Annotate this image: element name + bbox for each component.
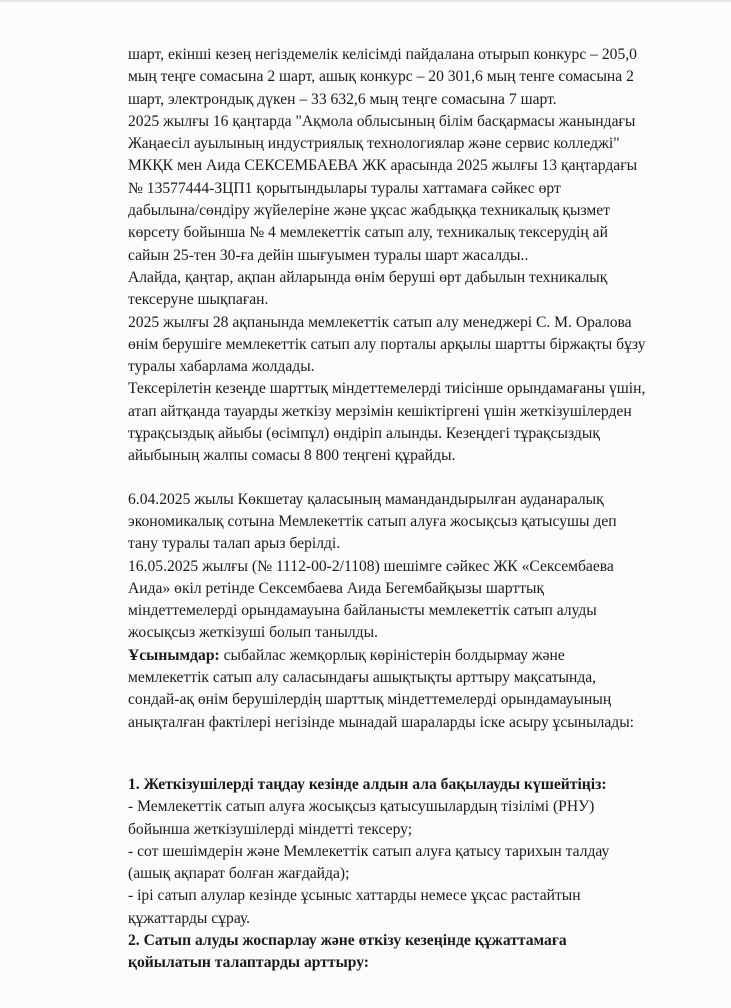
recommendations-text: сыбайлас жемқорлық көріністерін болдырмау және xyxy=(219,646,565,664)
document-body xyxy=(128,44,688,975)
paragraph-court-decision xyxy=(128,556,688,645)
text-line: Жаңаесіл ауылының индустриялық технологиялар және сервис колледжі" xyxy=(128,135,620,153)
list-item: (ашық ақпарат болған жағдайда); xyxy=(128,865,350,883)
paragraph-recommendations xyxy=(128,645,688,734)
list-item: - ірі сатып алулар кезінде ұсыныс хаттарды немесе ұқсас растайтын xyxy=(128,887,581,905)
list-item: - Мемлекеттік сатып алуға жосықсыз қатысушылардың тізілімі (РНУ) xyxy=(128,798,595,816)
list-item: бойынша жеткізушілерді міндетті тексеру; xyxy=(128,820,413,838)
text-line: тексеруне шықпаған. xyxy=(128,291,269,309)
scan-top-edge xyxy=(0,0,731,2)
text-line: көрсету бойынша № 4 мемлекеттік сатып алу, техникалық тексерудің ай xyxy=(128,224,608,242)
text-line: Тексерілетін кезеңде шарттық міндеттемелерді тиісінше орындамағаны үшін, xyxy=(128,380,646,398)
text-line xyxy=(128,930,688,952)
text-line: өнім берушіге мемлекеттік сатып алу порталы арқылы шартты біржақты бұзу xyxy=(128,335,646,353)
text-line: МКҚК мен Аида СЕКСЕМБАЕВА ЖК арасында 2025 жылғы 13 қаңтардағы xyxy=(128,157,638,175)
text-line: мемлекеттік сатып алу саласындағы ашықтықты арттыру мақсатында, xyxy=(128,669,597,687)
text-line: № 13577444-ЗЦП1 қорытындылары туралы хаттамаға сәйкес өрт xyxy=(128,179,561,197)
paragraph-penalty xyxy=(128,378,688,467)
text-line: 2025 жылғы 28 ақпанында мемлекеттік сатып алу менеджері С. М. Оралова xyxy=(128,313,632,331)
text-line: 6.04.2025 жылы Көкшетау қаласының мамандандырылған ауданаралық xyxy=(128,490,604,508)
section-heading-2-text: қойылатын талаптарды арттыру: xyxy=(128,954,369,972)
text-line: жосықсыз жеткізуші болып танылды. xyxy=(128,624,378,642)
text-line: туралы хабарлама жолдады. xyxy=(128,358,315,376)
text-line xyxy=(128,952,688,974)
paragraph-gap xyxy=(128,734,688,774)
text-line: экономикалық сотына Мемлекеттік сатып алуға жосықсыз қатысушы деп xyxy=(128,512,617,530)
text-line: Аида» өкіл ретінде Сексембаева Аида Бегембайқызы шарттық xyxy=(128,579,545,597)
text-line: 2025 жылғы 16 қаңтарда "Ақмола облысының білім басқармасы жанындағы xyxy=(128,112,636,130)
recommendations-label: Ұсынымдар: xyxy=(128,646,220,664)
text-line: 16.05.2025 жылғы (№ 1112-00-2/1108) шешімге сәйкес ЖК «Сексембаева xyxy=(128,557,614,575)
text-line: шарт, екінші кезең негіздемелік келісімді пайдалана отырып конкурс – 205,0 xyxy=(128,46,637,63)
paragraph-court-claim xyxy=(128,489,688,556)
section-heading-2 xyxy=(128,930,688,975)
paragraph-no-inspection xyxy=(128,267,688,312)
list-item: құжаттарды сұрау. xyxy=(128,909,251,927)
text-line: дабылына/сөндіру жүйелеріне және ұқсас жабдыққа техникалық қызмет xyxy=(128,202,611,220)
paragraph-gap xyxy=(128,468,688,489)
text-line: айыбының жалпы сомасы 8 800 теңгені құрайды. xyxy=(128,447,456,465)
text-line: анықталған фактілері негізінде мынадай шараларды іске асыру ұсынылады: xyxy=(128,713,635,731)
text-line: сайын 25-тен 30-ға дейін шығуымен туралы шарт жасалды.. xyxy=(128,246,529,264)
paragraph-termination-notice xyxy=(128,312,688,379)
list-item: - сот шешімдерін және Мемлекеттік сатып алуға қатысу тарихын талдау xyxy=(128,842,610,860)
section-heading-1 xyxy=(128,774,688,796)
bullet-list xyxy=(128,796,688,930)
text-line: шарт, электрондық дүкен – 33 632,6 мың теңге сомасына 7 шарт. xyxy=(128,90,557,108)
text-line xyxy=(128,645,688,667)
text-line: Алайда, қаңтар, ақпан айларында өнім беруші өрт дабылын техникалық xyxy=(128,268,608,286)
section-heading-1-text: 1. Жеткізушілерді таңдау кезінде алдын ала бақылауды күшейтіңіз: xyxy=(128,775,607,793)
text-line: міндеттемелерді орындамауына байланысты мемлекеттік сатып алуды xyxy=(128,602,597,620)
text-line: тану туралы талап арыз берілді. xyxy=(128,535,341,553)
text-line: сондай-ақ өнім берушілердің шарттық міндеттемелерді орындамауының xyxy=(128,691,612,709)
section-heading-2-text: 2. Сатып алуды жоспарлау және өткізу кезеңінде құжаттамаға xyxy=(128,931,567,949)
paragraph-contract-concluded xyxy=(128,111,688,267)
text-line: тұрақсыздық айыбы (өсімпұл) өндіріп алынды. Кезеңдегі тұрақсыздық xyxy=(128,425,600,443)
text-line: мың теңге сомасына 2 шарт, ашық конкурс – 20 301,6 мың тенге сомасына 2 xyxy=(128,68,634,86)
paragraph-procurement-summary xyxy=(128,44,688,111)
text-line: атап айтқанда тауарды жеткізу мерзімін кешіктіргені үшін жеткізушілерден xyxy=(128,402,632,420)
